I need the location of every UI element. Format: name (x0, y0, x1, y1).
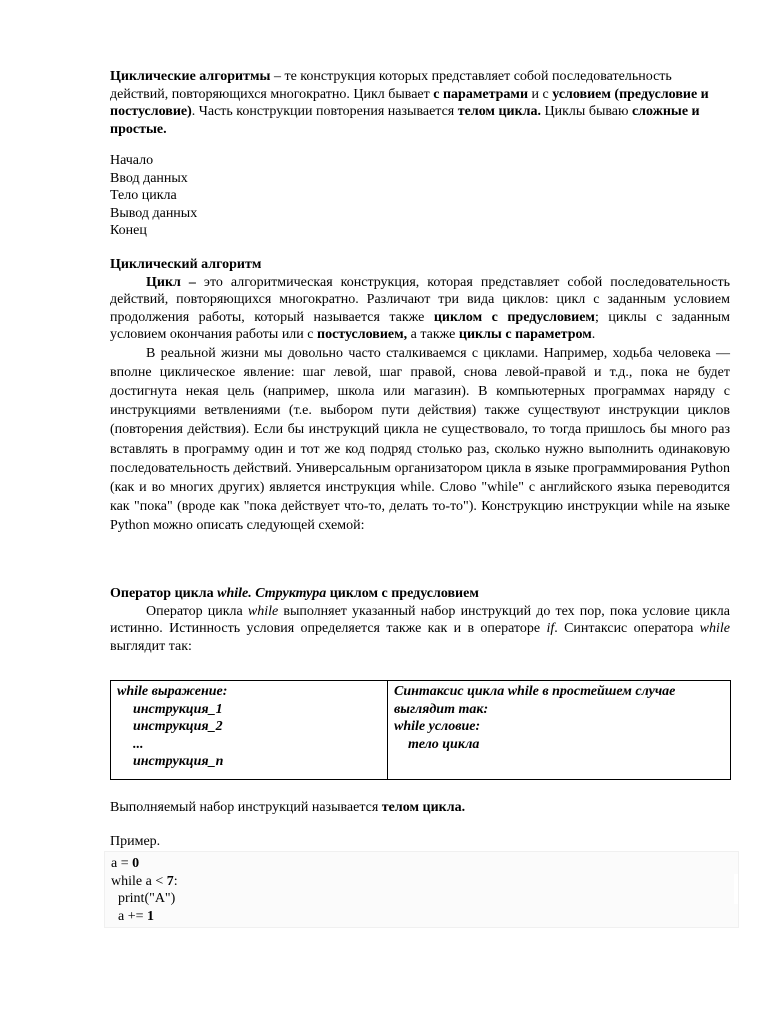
while-operator-section (110, 585, 730, 655)
term-cyclic-algorithms: Циклические алгоритмы (110, 69, 271, 84)
intro-text-3: . Часть конструкции повторения называется (191, 104, 458, 119)
term-complex-simple: сложные и простые. (110, 104, 700, 137)
loop-body-sentence: Выполняемый набор инструкций называется телом цикла. (110, 800, 466, 815)
list-item: Начало (110, 153, 154, 168)
code-line: while a < 7: (111, 873, 178, 889)
while-syntax-table (110, 680, 731, 780)
list-item: Тело цикла (110, 188, 177, 203)
syntax-cell-right: Синтаксис цикла while в простейшем случае выглядит так: while условие: тело цикла (388, 681, 731, 780)
code-lines (111, 855, 178, 925)
algorithm-steps-list (110, 152, 730, 240)
code-scroll-marker (734, 874, 738, 904)
code-line: print("A") (111, 891, 176, 906)
term-with-condition: условием (предусловие и постусловие) (110, 86, 709, 119)
list-item: Вывод данных (110, 205, 198, 221)
term-loop-body: телом цикла. (457, 104, 542, 119)
intro-text-4: Циклы бываю (541, 104, 632, 119)
list-item: Ввод данных (110, 170, 188, 186)
intro-text-2: и с (528, 86, 553, 102)
real-life-paragraph: В реальной жизни мы довольно часто сталкиваемся с циклами. Например, ходьба человека — вполне циклическое явление: шаг левой, шаг правой, снова левой-правой и т.д., пока не будет достигнута некая цель (например, школа или магазин). В компьютерных программах наряду с инструкциями ветвлениями (т.е. выбором пути действия) также существуют инструкции циклов (повторения действия). Если бы инструкций цикла не существовало, то тогда пришлось бы много раз вставлять в программу один и тот же код подряд столько раз, сколько нужно выполнить одинаковую последовательность действий. Универсальным организатором цикла в языке программирования Python (как и во многих других) является инструкция while. Слово "while" с английского языка переводится как "пока" (вроде как "пока действует что-то, делать то-то"). Конструкцию инструкции while на языке Python можно описать следующей схемой: (110, 345, 730, 534)
while-description-paragraph: Оператор цикла while выполняет указанный набор инструкций до тех пор, пока условие цикла истинно. Истинность условия определяется также как и в операторе if. Синтаксис оператора while выглядит так: (110, 603, 731, 654)
code-line: a += 1 (111, 908, 155, 924)
section1-heading: Циклический алгоритм (110, 257, 262, 272)
intro-text-1: – те конструкция которых представляет собой последовательность действий, повторяющихся многократно. Цикл бывает (110, 69, 672, 102)
example-label: Пример. (110, 834, 161, 849)
intro-paragraph (110, 68, 730, 138)
list-item: Конец (110, 223, 147, 238)
section2-heading: Оператор цикла while. Структура циклом с предусловием (110, 586, 479, 601)
term-with-parameters: с параметрами (433, 86, 529, 102)
cyclic-algorithm-section (110, 256, 730, 536)
code-line: a = 0 (111, 856, 140, 871)
code-example-block (104, 851, 739, 928)
syntax-cell-left: while выражение: инструкция_1 инструкция_2 ... инструкция_n (111, 681, 388, 780)
definition-paragraph: Цикл – это алгоритмическая конструкция, которая представляет собой последовательность действий, повторяющихся многократно. Различают три вида циклов: цикл с заданным условием продолжения работы, который называется также циклом с предусловием; циклы с заданным условием окончания работы или с постусловием, а также циклы с параметром. (110, 274, 730, 342)
